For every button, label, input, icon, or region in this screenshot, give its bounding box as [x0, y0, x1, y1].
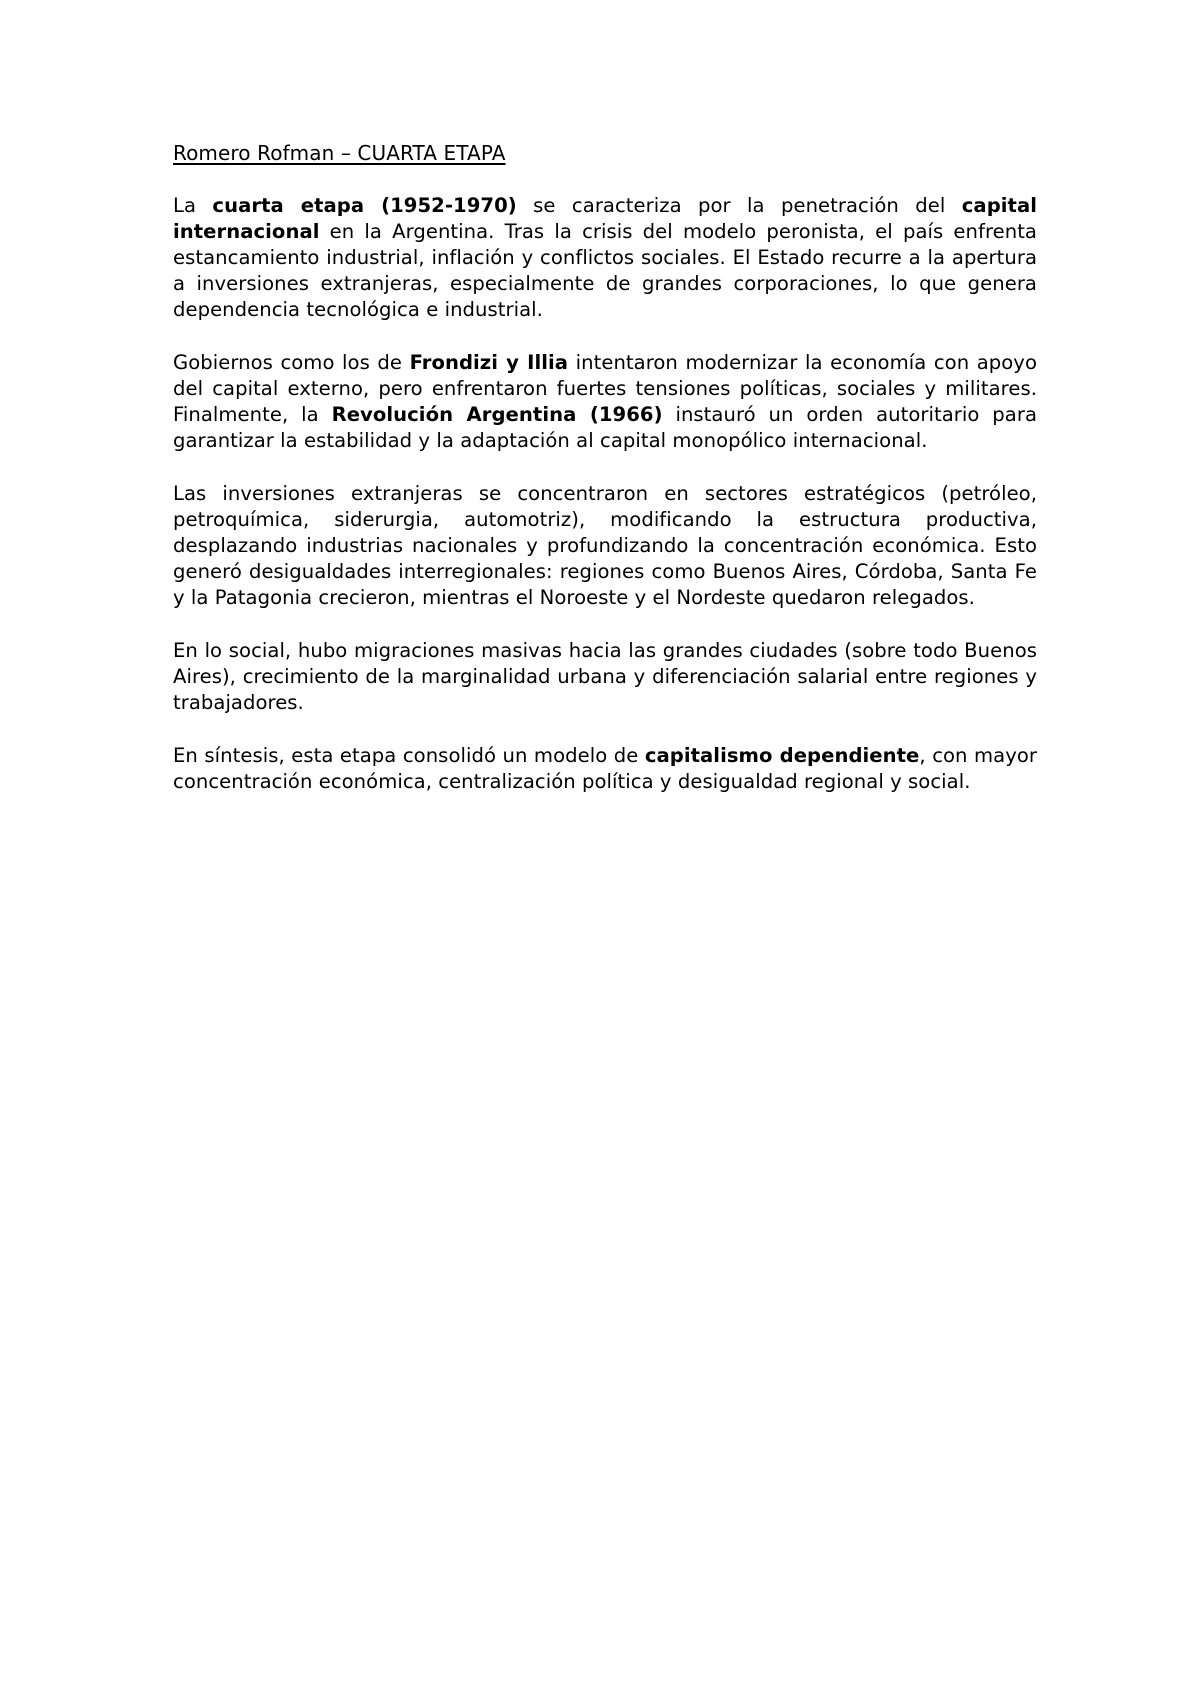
text-run: En síntesis, esta etapa consolidó un modelo de	[173, 744, 645, 767]
text-run: instauró un orden autoritario para garantizar la estabilidad y la adaptación al capital monopólico internacional.	[173, 403, 1038, 452]
bold-text-run: capitalismo dependiente	[644, 744, 920, 767]
document-page	[173, 140, 1037, 822]
text-run: se caracteriza por la penetración del	[516, 194, 962, 217]
bold-text-run: Frondizi y Illia	[409, 351, 569, 374]
paragraph-4	[173, 638, 1037, 716]
text-run: Gobiernos como los de	[173, 351, 410, 374]
text-run: En lo social, hubo migraciones masivas hacia las grandes ciudades (sobre todo Buenos Aires), crecimiento de la marginalidad urbana y diferenciación salarial entre regiones y trabajadores.	[173, 639, 1037, 714]
bold-text-run: cuarta etapa (1952-1970)	[212, 194, 517, 217]
text-run: Las inversiones extranjeras se concentraron en sectores estratégicos (petróleo, petroquímica, siderurgia, automotriz), modificando la estructura productiva, desplazando industrias nacionales y profundizando la concentración económica. Esto generó desigualdades interregionales: regiones como Buenos Aires, Córdoba, Santa Fe y la Patagonia crecieron, mientras el Noroeste y el Nordeste quedaron relegados.	[173, 482, 1037, 609]
document-title: Romero Rofman – CUARTA ETAPA	[173, 141, 506, 165]
text-run: La	[173, 194, 213, 217]
paragraph-5	[173, 743, 1037, 795]
bold-text-run: capital internacional	[173, 194, 1037, 243]
paragraph-3	[173, 481, 1037, 611]
text-run: , con mayor concentración económica, centralización política y desigualdad regional y social.	[173, 744, 1038, 793]
text-run: en la Argentina. Tras la crisis del modelo peronista, el país enfrenta estancamiento industrial, inflación y conflictos sociales. El Estado recurre a la apertura a inversiones extranjeras, especialmente de grandes corporaciones, lo que genera dependencia tecnológica e industrial.	[173, 220, 1037, 321]
paragraph-1	[173, 193, 1037, 323]
bold-text-run: Revolución Argentina (1966)	[331, 403, 663, 426]
text-run: intentaron modernizar la economía con apoyo del capital externo, pero enfrentaron fuertes tensiones políticas, sociales y militares. Finalmente, la	[173, 351, 1037, 426]
paragraph-2	[173, 350, 1037, 454]
